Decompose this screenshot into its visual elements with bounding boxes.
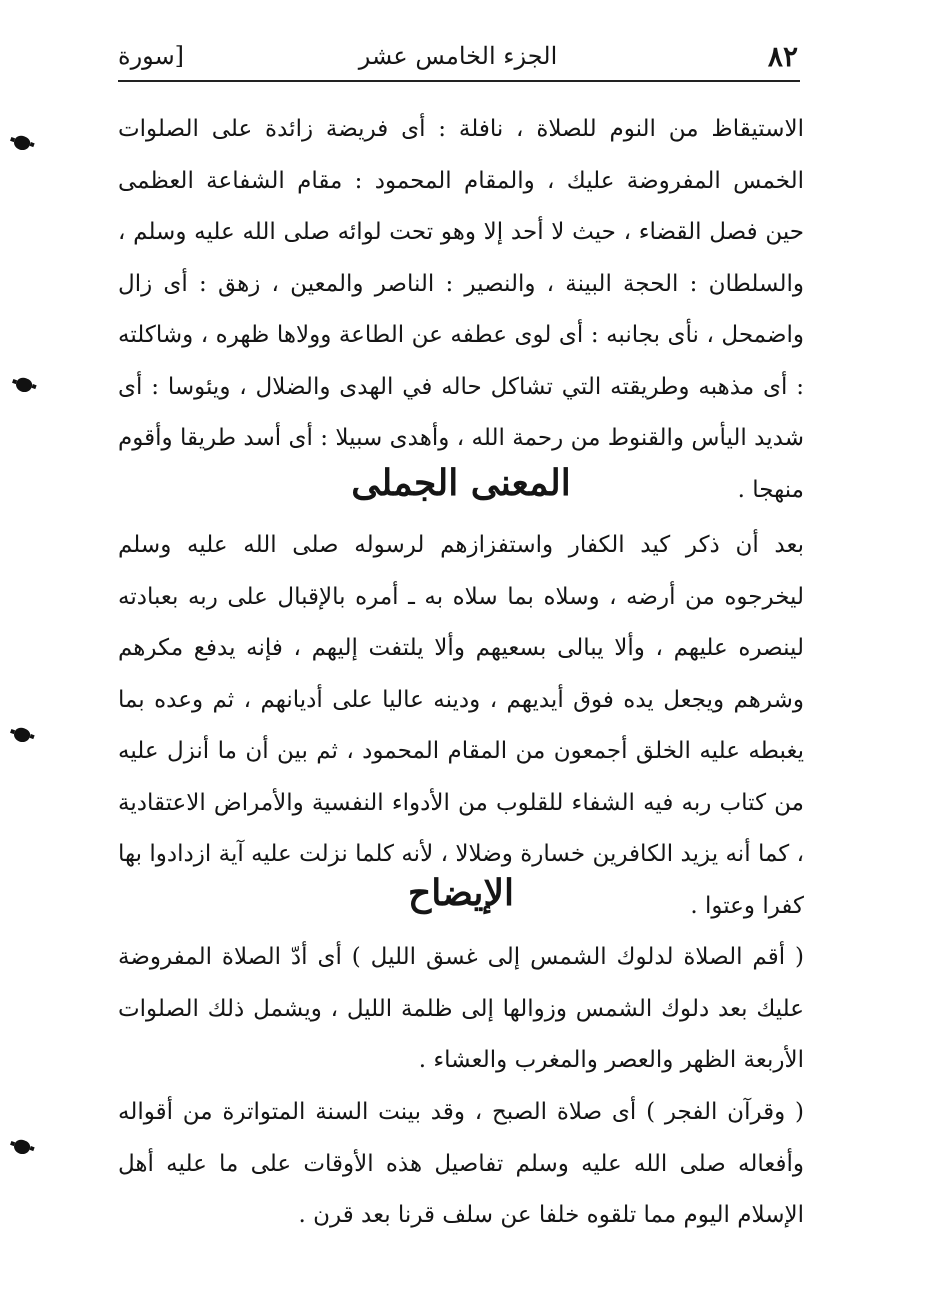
surah-label: [سورة — [118, 42, 185, 70]
summary-paragraph: بعد أن ذكر كيد الكفار واستفزازهم لرسوله صلى الله عليه وسلم ليخرجوه من أرضه ، وسلاه بما سلاه به ـ أمره بالإقبال على ربه بعبادته لينصره عليهم ، وألا يبالى بسعيهم وألا يلتفت إليهم ، فإنه يدفع مكرهم وشرهم ويجعل يده فوق أيديهم ، ودينه عاليا على أديانهم ، ثم وعده بما يغبطه عليه الخلق أجمعون من المقام المحمود ، ثم بين أن ما أنزل عليه من كتاب ربه فيه الشفاء للقلوب من الأدواء النفسية والأمراض الاعتقادية ، كما أنه يزيد الكافرين خسارة وضلالا ، لأنه كلما نزلت عليه آية ازدادوا بها كفرا وعتوا . — [118, 532, 804, 919]
vocabulary-paragraph: الاستيقاظ من النوم للصلاة ، نافلة : أى فريضة زائدة على الصلوات الخمس المفروضة عليك ، والمقام المحمود : مقام الشفاعة العظمى حين فصل القضاء ، حيث لا أحد إلا وهو تحت لوائه صلى الله عليه وسلم ، والسلطان : الحجة البينة ، والنصير : الناصر والمعين ، زهق : أى زال واضمحل ، نأى بجانبه : أى لوى عطفه عن الطاعة وولاها ظهره ، وشاكلته : أى مذهبه وطريقته التي تشاكل حاله في الهدى والضلال ، ويئوسا : أى شديد اليأس والقنوط من رحمة الله ، وأهدى سبيلا : أى أسد طريقا وأقوم منهجا . — [118, 116, 804, 503]
section-heading-summary: المعنى الجملى — [351, 462, 571, 504]
explanation-paragraph-1: ( أقم الصلاة لدلوك الشمس إلى غسق الليل ) أى أدّ الصلاة المفروضة عليك بعد دلوك الشمس وزوالها إلى ظلمة الليل ، ويشمل ذلك الصلوات الأربعة الظهر والعصر والمغرب والعشاء . — [118, 944, 804, 1073]
header-rule — [118, 80, 800, 82]
running-title: الجزء الخامس عشر — [358, 42, 558, 70]
page-number: ٨٢ — [767, 40, 798, 73]
explanation-paragraph-2: ( وقرآن الفجر ) أى صلاة الصبح ، وقد بينت السنة المتواترة من أقواله وأفعاله صلى الله عليه وسلم تفاصيل هذه الأوقات على ما عليه أهل الإسلام اليوم مما تلقوه خلفا عن سلف قرنا بعد قرن . — [118, 1099, 804, 1228]
section-heading-explanation: الإيضاح — [408, 872, 514, 914]
